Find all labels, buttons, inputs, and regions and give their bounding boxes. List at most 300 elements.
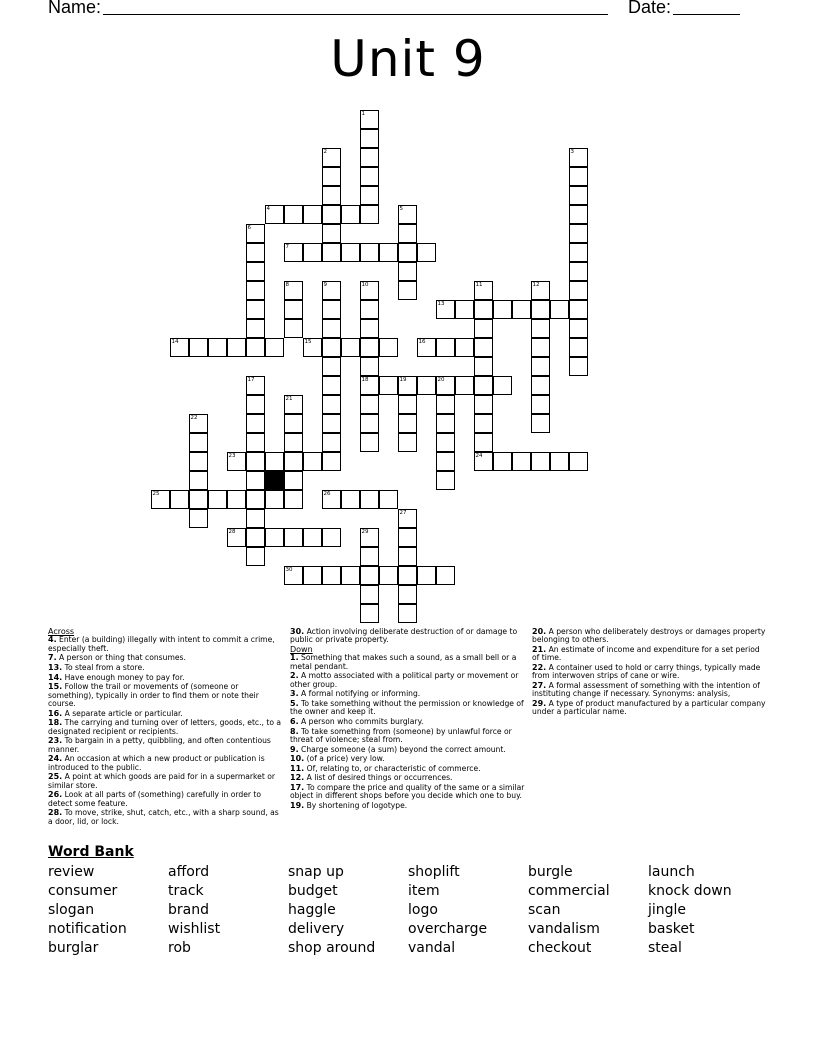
- grid-cell[interactable]: [569, 243, 588, 262]
- clue-number: 12: [532, 281, 540, 288]
- grid-cell[interactable]: [227, 490, 246, 509]
- clue-number-label: 3.: [290, 689, 299, 699]
- grid-cell[interactable]: [360, 376, 379, 395]
- grid-cell[interactable]: [379, 243, 398, 262]
- grid-cell[interactable]: [360, 148, 379, 167]
- grid-cell[interactable]: [246, 490, 265, 509]
- clue-number: 22: [190, 414, 198, 421]
- grid-cell[interactable]: [474, 281, 493, 300]
- grid-cell[interactable]: [512, 452, 531, 471]
- grid-cell[interactable]: [417, 376, 436, 395]
- grid-cell[interactable]: [379, 490, 398, 509]
- grid-cell[interactable]: [341, 566, 360, 585]
- grid-cell[interactable]: [246, 243, 265, 262]
- grid-cell[interactable]: [341, 243, 360, 262]
- grid-cell[interactable]: [436, 471, 455, 490]
- grid-cell[interactable]: [455, 376, 474, 395]
- grid-cell[interactable]: [322, 224, 341, 243]
- grid-cell[interactable]: [360, 414, 379, 433]
- clue-number-label: 19.: [290, 800, 305, 810]
- grid-cell[interactable]: [227, 338, 246, 357]
- grid-cell[interactable]: [303, 528, 322, 547]
- clue-number: 18: [361, 376, 369, 383]
- grid-cell[interactable]: [246, 338, 265, 357]
- grid-cell[interactable]: [227, 452, 246, 471]
- clue-number-label: 21.: [532, 645, 547, 654]
- clue-number: 16: [418, 338, 426, 345]
- grid-cell[interactable]: [322, 452, 341, 471]
- grid-cell[interactable]: [246, 319, 265, 338]
- grid-cell[interactable]: [569, 338, 588, 357]
- clue-item: [290, 774, 525, 782]
- clue-number: 21: [285, 395, 293, 402]
- grid-cell[interactable]: [322, 148, 341, 167]
- grid-cell[interactable]: [455, 338, 474, 357]
- grid-cell[interactable]: [246, 300, 265, 319]
- clue-item: [290, 672, 525, 689]
- grid-cell[interactable]: [189, 452, 208, 471]
- clue-number: 20: [437, 376, 445, 383]
- clue-number-label: 20.: [532, 627, 547, 636]
- grid-cell[interactable]: [265, 490, 284, 509]
- grid-cell[interactable]: [265, 205, 284, 224]
- grid-cell[interactable]: [493, 452, 512, 471]
- word-bank-word: rob: [168, 940, 191, 956]
- grid-cell[interactable]: [417, 243, 436, 262]
- clue-text: A motto associated with a political party or movement or other group.: [290, 671, 519, 689]
- grid-cell[interactable]: [322, 490, 341, 509]
- clue-number: 3: [570, 148, 574, 155]
- grid-cell[interactable]: [322, 319, 341, 338]
- grid-cell[interactable]: [322, 281, 341, 300]
- clue-item: [290, 765, 525, 773]
- word-bank-word: vandalism: [528, 921, 600, 937]
- grid-cell[interactable]: [569, 281, 588, 300]
- grid-cell[interactable]: [189, 509, 208, 528]
- clue-item: [532, 646, 767, 663]
- clue-item: [48, 683, 283, 708]
- grid-cell[interactable]: [322, 300, 341, 319]
- grid-cell[interactable]: [474, 433, 493, 452]
- clue-text: A person who commits burglary.: [301, 717, 424, 726]
- grid-cell[interactable]: [322, 357, 341, 376]
- grid-cell[interactable]: [360, 357, 379, 376]
- grid-cell[interactable]: [227, 528, 246, 547]
- clue-number: 29: [361, 528, 369, 535]
- grid-cell[interactable]: [436, 338, 455, 357]
- clue-number: 28: [228, 528, 236, 535]
- date-field[interactable]: [673, 14, 740, 15]
- clue-text: A point at which goods are paid for in a supermarket or similar store.: [48, 772, 276, 790]
- grid-cell[interactable]: [360, 281, 379, 300]
- grid-cell[interactable]: [436, 566, 455, 585]
- clue-item: [290, 728, 525, 745]
- grid-cell[interactable]: [398, 262, 417, 281]
- clue-text: A list of desired things or occurrences.: [306, 773, 453, 783]
- grid-cell[interactable]: [341, 490, 360, 509]
- grid-cell[interactable]: [398, 205, 417, 224]
- clue-item: [48, 710, 283, 718]
- clue-number: 25: [152, 490, 160, 497]
- grid-cell[interactable]: [189, 490, 208, 509]
- word-bank-word: commercial: [528, 883, 610, 899]
- grid-cell[interactable]: [246, 547, 265, 566]
- clue-number: 6: [247, 224, 251, 231]
- grid-cell[interactable]: [303, 452, 322, 471]
- grid-cell[interactable]: [284, 300, 303, 319]
- grid-cell[interactable]: [569, 300, 588, 319]
- grid-cell[interactable]: [360, 243, 379, 262]
- grid-cell[interactable]: [398, 395, 417, 414]
- clue-item: [290, 802, 525, 810]
- grid-cell[interactable]: [303, 243, 322, 262]
- grid-cell[interactable]: [569, 452, 588, 471]
- grid-cell[interactable]: [550, 452, 569, 471]
- word-bank-word: checkout: [528, 940, 592, 956]
- grid-cell[interactable]: [569, 167, 588, 186]
- clue-number-label: 28.: [48, 808, 63, 818]
- clue-item: [48, 636, 283, 653]
- grid-cell[interactable]: [303, 338, 322, 357]
- grid-cell[interactable]: [284, 528, 303, 547]
- word-bank-word: scan: [528, 902, 561, 918]
- grid-cell[interactable]: [531, 357, 550, 376]
- grid-cell[interactable]: [322, 395, 341, 414]
- grid-cell[interactable]: [189, 338, 208, 357]
- word-bank-word: launch: [648, 864, 695, 880]
- grid-cell[interactable]: [360, 338, 379, 357]
- clue-text: To move, strike, shut, catch, etc., with a sharp sound, as a door, lid, or lock.: [48, 808, 279, 826]
- clue-item: [532, 664, 767, 681]
- grid-cell[interactable]: [398, 414, 417, 433]
- clues-column-1: [48, 628, 283, 827]
- clue-number-label: 17.: [290, 782, 305, 792]
- grid-cell[interactable]: [436, 414, 455, 433]
- grid-cell[interactable]: [208, 338, 227, 357]
- word-bank-word: budget: [288, 883, 338, 899]
- clue-number: 14: [171, 338, 179, 345]
- grid-cell[interactable]: [360, 585, 379, 604]
- grid-cell[interactable]: [569, 224, 588, 243]
- clue-number-label: 16.: [48, 708, 63, 718]
- grid-cell[interactable]: [246, 414, 265, 433]
- clue-text: To take something without the permission or knowledge of the owner and keep it.: [290, 699, 524, 717]
- clue-number-label: 13.: [48, 663, 63, 672]
- grid-cell[interactable]: [284, 566, 303, 585]
- clue-number-label: 2.: [290, 671, 299, 681]
- grid-cell[interactable]: [322, 205, 341, 224]
- grid-cell[interactable]: [569, 262, 588, 281]
- clue-number: 10: [361, 281, 369, 288]
- grid-cell[interactable]: [417, 566, 436, 585]
- word-bank-word: notification: [48, 921, 127, 937]
- grid-cell[interactable]: [569, 319, 588, 338]
- clue-number: 27: [399, 509, 407, 516]
- grid-cell[interactable]: [360, 319, 379, 338]
- grid-cell[interactable]: [474, 452, 493, 471]
- grid-cell[interactable]: [284, 452, 303, 471]
- grid-cell[interactable]: [303, 566, 322, 585]
- grid-cell[interactable]: [322, 414, 341, 433]
- grid-cell[interactable]: [474, 300, 493, 319]
- clue-text: Have enough money to pay for.: [64, 672, 185, 682]
- grid-cell[interactable]: [360, 433, 379, 452]
- grid-cell[interactable]: [246, 262, 265, 281]
- clue-number: 7: [285, 243, 289, 250]
- grid-cell[interactable]: [322, 528, 341, 547]
- grid-cell[interactable]: [379, 376, 398, 395]
- grid-cell[interactable]: [474, 395, 493, 414]
- clue-text: Enter (a building) illegally with intent to commit a crime, especially theft.: [48, 635, 275, 653]
- grid-cell[interactable]: [569, 148, 588, 167]
- clue-item: [290, 700, 525, 717]
- grid-cell[interactable]: [208, 490, 227, 509]
- grid-cell[interactable]: [322, 243, 341, 262]
- clue-text: By shortening of logotype.: [306, 800, 408, 810]
- clue-item: [48, 664, 283, 672]
- word-bank-word: shop around: [288, 940, 376, 956]
- grid-cell[interactable]: [322, 338, 341, 357]
- clue-number: 30: [285, 566, 293, 573]
- grid-cell[interactable]: [360, 395, 379, 414]
- grid-cell[interactable]: [436, 395, 455, 414]
- clue-number-label: 11.: [290, 763, 305, 773]
- clue-text: Of, relating to, or characteristic of commerce.: [306, 763, 481, 773]
- grid-cell[interactable]: [398, 509, 417, 528]
- clue-number-label: 6.: [290, 717, 299, 726]
- clue-text: (of a price) very low.: [306, 754, 385, 764]
- clue-item: [48, 755, 283, 772]
- grid-cell[interactable]: [569, 357, 588, 376]
- grid-cell[interactable]: [531, 319, 550, 338]
- grid-cell[interactable]: [341, 205, 360, 224]
- grid-cell[interactable]: [341, 338, 360, 357]
- grid-cell[interactable]: [531, 452, 550, 471]
- word-bank-word: brand: [168, 902, 209, 918]
- clue-text: A separate article or particular.: [64, 708, 183, 718]
- grid-cell[interactable]: [436, 376, 455, 395]
- clue-item: [48, 654, 283, 662]
- grid-cell[interactable]: [398, 281, 417, 300]
- clue-text: A formal assessment of something with the intention of instituting change if necessary. Synonyms: analysis,: [532, 681, 760, 699]
- clue-number-label: 23.: [48, 736, 63, 746]
- clue-number-label: 10.: [290, 754, 305, 764]
- grid-cell[interactable]: [284, 205, 303, 224]
- grid-cell[interactable]: [284, 433, 303, 452]
- clue-number: 8: [285, 281, 289, 288]
- grid-cell[interactable]: [265, 338, 284, 357]
- word-bank-word: review: [48, 864, 95, 880]
- grid-cell[interactable]: [246, 433, 265, 452]
- grid-cell[interactable]: [360, 566, 379, 585]
- grid-cell[interactable]: [189, 471, 208, 490]
- grid-cell[interactable]: [360, 604, 379, 623]
- grid-cell[interactable]: [189, 433, 208, 452]
- grid-cell[interactable]: [360, 300, 379, 319]
- grid-cell[interactable]: [398, 585, 417, 604]
- grid-cell[interactable]: [189, 414, 208, 433]
- grid-cell[interactable]: [322, 433, 341, 452]
- clue-item: [48, 674, 283, 682]
- clue-number-label: 15.: [48, 682, 63, 692]
- clue-text: Look at all parts of (something) carefully in order to detect some feature.: [48, 790, 262, 808]
- word-bank-word: delivery: [288, 921, 345, 937]
- clue-number: 24: [475, 452, 483, 459]
- grid-cell[interactable]: [398, 604, 417, 623]
- grid-cell[interactable]: [474, 357, 493, 376]
- clue-text: To bargain in a petty, quibbling, and often contentious manner.: [48, 736, 271, 754]
- grid-cell[interactable]: [284, 414, 303, 433]
- clue-text: The carrying and turning over of letters, goods, etc., to a designated recipient or recipients.: [48, 718, 282, 736]
- clue-text: To take something from (someone) by unlawful force or threat of violence; steal from.: [290, 726, 512, 744]
- grid-cell[interactable]: [246, 224, 265, 243]
- grid-cell[interactable]: [246, 395, 265, 414]
- grid-cell[interactable]: [284, 471, 303, 490]
- grid-cell[interactable]: [531, 395, 550, 414]
- grid-cell[interactable]: [360, 547, 379, 566]
- clue-item: [290, 654, 525, 671]
- word-bank-word: track: [168, 883, 204, 899]
- clue-number-label: 12.: [290, 773, 305, 783]
- grid-cell[interactable]: [284, 395, 303, 414]
- grid-cell[interactable]: [322, 167, 341, 186]
- clue-number-label: 1.: [290, 653, 299, 663]
- grid-cell[interactable]: [512, 300, 531, 319]
- clue-number: 23: [228, 452, 236, 459]
- word-bank-word: steal: [648, 940, 682, 956]
- clue-number: 2: [323, 148, 327, 155]
- grid-cell[interactable]: [360, 205, 379, 224]
- grid-cell[interactable]: [360, 490, 379, 509]
- grid-cell[interactable]: [531, 300, 550, 319]
- grid-cell[interactable]: [531, 338, 550, 357]
- clue-number-label: 9.: [290, 744, 299, 754]
- clue-number-label: 24.: [48, 754, 63, 764]
- grid-cell[interactable]: [284, 490, 303, 509]
- grid-cell[interactable]: [474, 319, 493, 338]
- grid-cell[interactable]: [398, 528, 417, 547]
- grid-cell[interactable]: [265, 452, 284, 471]
- across-heading: Across: [48, 627, 75, 636]
- grid-cell[interactable]: [284, 319, 303, 338]
- clue-text: An estimate of income and expenditure for a set period of time.: [532, 645, 760, 663]
- grid-cell[interactable]: [170, 338, 189, 357]
- word-bank-word: snap up: [288, 864, 344, 880]
- clue-number: 19: [399, 376, 407, 383]
- clue-text: A person or thing that consumes.: [59, 653, 186, 663]
- clue-number: 5: [399, 205, 403, 212]
- grid-cell[interactable]: [569, 205, 588, 224]
- grid-cell[interactable]: [398, 547, 417, 566]
- grid-cell[interactable]: [246, 452, 265, 471]
- grid-cell[interactable]: [246, 376, 265, 395]
- grid-cell[interactable]: [436, 300, 455, 319]
- grid-cell[interactable]: [170, 490, 189, 509]
- grid-cell[interactable]: [436, 433, 455, 452]
- grid-cell[interactable]: [493, 376, 512, 395]
- clue-item: [290, 746, 525, 754]
- grid-cell[interactable]: [246, 509, 265, 528]
- word-bank: [48, 844, 808, 958]
- grid-cell[interactable]: [284, 243, 303, 262]
- grid-cell[interactable]: [379, 566, 398, 585]
- grid-cell[interactable]: [474, 338, 493, 357]
- grid-cell[interactable]: [436, 452, 455, 471]
- grid-cell[interactable]: [303, 205, 322, 224]
- clue-number: 1: [361, 110, 365, 117]
- clues-column-3: [532, 628, 767, 718]
- clue-number: 15: [304, 338, 312, 345]
- clue-text: A person who deliberately destroys or damages property belonging to others.: [532, 627, 766, 645]
- grid-cell[interactable]: [265, 528, 284, 547]
- grid-cell[interactable]: [550, 300, 569, 319]
- grid-cell[interactable]: [398, 224, 417, 243]
- clue-number-label: 8.: [290, 726, 299, 736]
- clue-number: 17: [247, 376, 255, 383]
- grid-cell[interactable]: [474, 414, 493, 433]
- grid-cell[interactable]: [531, 281, 550, 300]
- grid-cell[interactable]: [379, 338, 398, 357]
- grid-cell[interactable]: [360, 110, 379, 129]
- clue-item: [532, 682, 767, 699]
- clue-text: A formal notifying or informing.: [301, 689, 421, 699]
- clue-item: [48, 773, 283, 790]
- word-bank-word: overcharge: [408, 921, 488, 937]
- clue-number: 11: [475, 281, 483, 288]
- clues-column-2: [290, 628, 525, 812]
- clue-number-label: 29.: [532, 699, 547, 708]
- grid-cell[interactable]: [493, 300, 512, 319]
- grid-cell[interactable]: [398, 243, 417, 262]
- grid-cell[interactable]: [322, 186, 341, 205]
- grid-cell[interactable]: [360, 167, 379, 186]
- grid-cell[interactable]: [246, 281, 265, 300]
- word-bank-word: burglar: [48, 940, 99, 956]
- clue-number: 13: [437, 300, 445, 307]
- grid-cell[interactable]: [531, 376, 550, 395]
- grid-cell[interactable]: [322, 566, 341, 585]
- grid-cell[interactable]: [474, 376, 493, 395]
- clue-number-label: 7.: [48, 653, 57, 663]
- grid-cell[interactable]: [360, 186, 379, 205]
- grid-cell[interactable]: [360, 129, 379, 148]
- grid-cell[interactable]: [455, 300, 474, 319]
- clue-item: [532, 700, 767, 717]
- grid-cell[interactable]: [398, 566, 417, 585]
- grid-cell[interactable]: [246, 528, 265, 547]
- grid-cell[interactable]: [531, 414, 550, 433]
- down-heading: Down: [290, 645, 313, 654]
- grid-cell[interactable]: [398, 433, 417, 452]
- grid-cell[interactable]: [284, 281, 303, 300]
- clue-number-label: 22.: [532, 663, 547, 672]
- grid-cell[interactable]: [398, 376, 417, 395]
- clue-number-label: 14.: [48, 672, 63, 682]
- clue-text: Follow the trail or movements of (someone or something), typically in order to find them or note their course.: [48, 682, 259, 708]
- word-bank-word: burgle: [528, 864, 573, 880]
- name-field[interactable]: [103, 14, 608, 15]
- grid-cell[interactable]: [322, 376, 341, 395]
- grid-cell[interactable]: [569, 186, 588, 205]
- grid-cell[interactable]: [151, 490, 170, 509]
- word-bank-word: slogan: [48, 902, 95, 918]
- grid-cell[interactable]: [417, 338, 436, 357]
- clue-text: A type of product manufactured by a particular company under a particular name.: [532, 699, 766, 717]
- clue-number-label: 26.: [48, 790, 63, 800]
- grid-cell[interactable]: [246, 471, 265, 490]
- clue-number-label: 4.: [48, 635, 57, 645]
- grid-cell[interactable]: [360, 528, 379, 547]
